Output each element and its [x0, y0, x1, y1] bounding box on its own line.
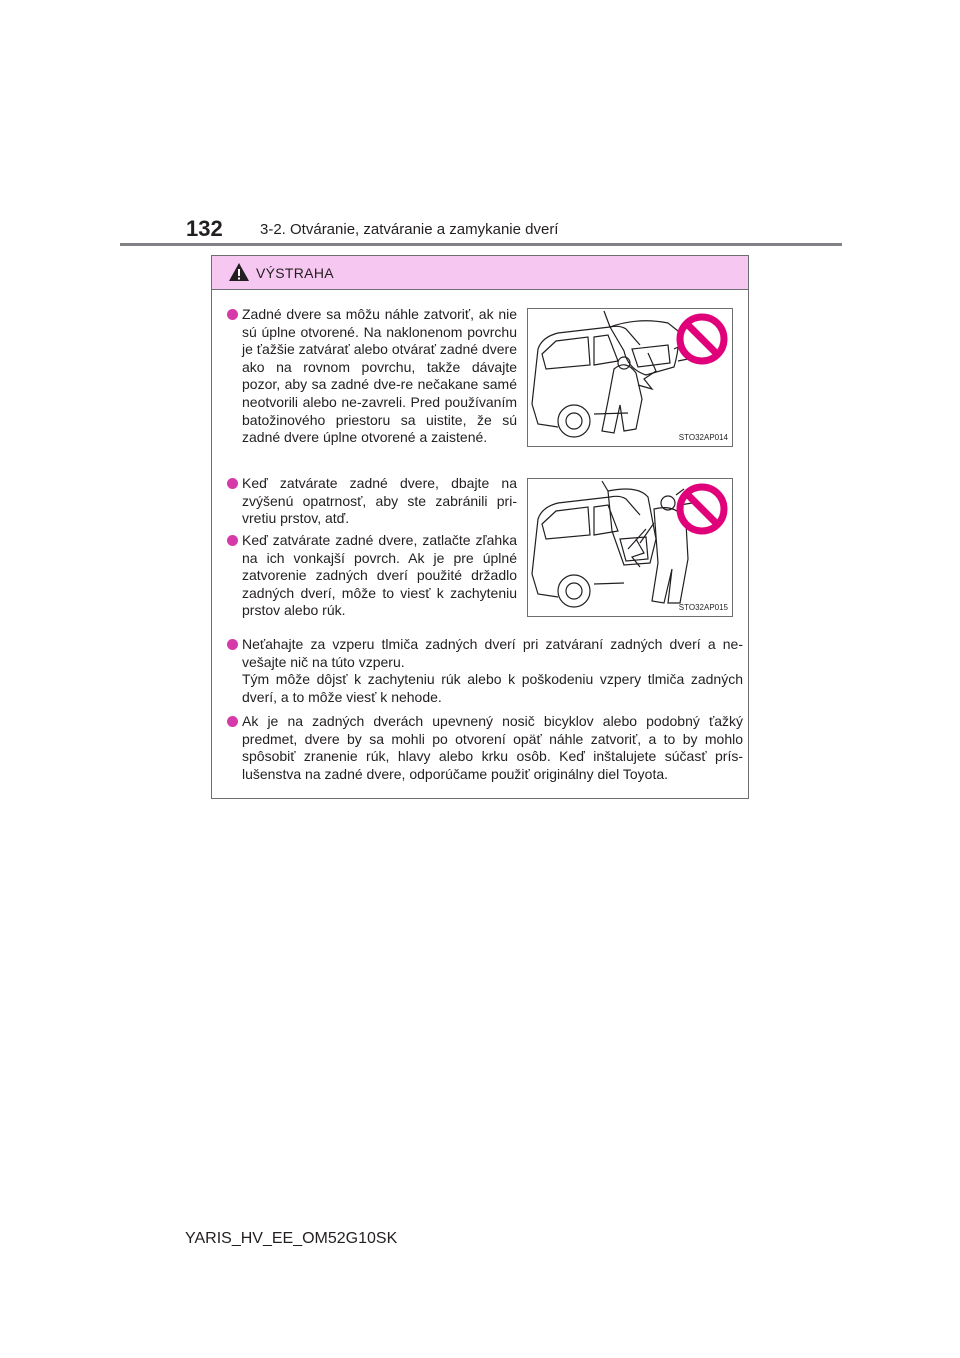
bullet-text: Neťahajte za vzperu tlmiča zadných dverí pri zatváraní zadných dverí a ne-vešajte nič na túto vzperu. — [242, 636, 743, 670]
bullet-icon — [227, 478, 238, 489]
bullet-text: Keď zatvárate zadné dvere, dbajte na zvýšenú opatrnosť, aby ste zabránili pri-vretiu prstov, atď. — [242, 475, 517, 527]
page-number: 132 — [186, 216, 223, 241]
warning-bullet — [242, 532, 517, 620]
warning-bullet — [242, 306, 517, 447]
bullet-text: Zadné dvere sa môžu náhle zatvoriť, ak nie sú úplne otvorené. Na naklonenom povrchu je ťažšie zatvárať alebo otvárať zadné dvere ako na rovnom povrchu, takže dávajte pozor, aby sa zadné dve-re nečakane samé neotvorili alebo ne-zavreli. Pred používaním batožinového priestoru sa uistite, že sú zadné dvere úplne otvorené a zaistené. — [242, 306, 517, 446]
header-rule — [120, 243, 842, 246]
bullet-subtext: Tým môže dôjsť k zachyteniu rúk alebo k poškodeniu vzpery tlmiča zadných dverí, a to môže viesť k nehode. — [242, 671, 743, 705]
warning-bullet — [242, 636, 743, 706]
warning-triangle-icon — [228, 262, 250, 282]
bullet-text: Ak je na zadných dverách upevnený nosič bicyklov alebo podobný ťažký predmet, dvere by sa mohli po otvorení opäť náhle zatvoriť, a to by mohlo spôsobiť zranenie rúk, hlavy alebo krku osôb. Keď inštalujete súčasť prís-lušenstva na zadné dvere, odporúčame použiť originálny diel Toyota. — [242, 713, 743, 782]
prohibition-icon — [676, 313, 728, 365]
illustration-tailgate-lean — [527, 308, 733, 447]
section-title: 3-2. Otváranie, zatváranie a zamykanie dverí — [260, 221, 559, 238]
bullet-icon — [227, 535, 238, 546]
prohibition-icon — [676, 483, 728, 535]
warning-bullet — [242, 475, 517, 528]
illustration-code: STO32AP014 — [678, 433, 728, 442]
warning-box — [211, 255, 749, 799]
bullet-icon — [227, 309, 238, 320]
bullet-icon — [227, 639, 238, 650]
illustration-closing-door — [527, 478, 733, 617]
warning-title: VÝSTRAHA — [256, 265, 334, 281]
footer-model-code: YARIS_HV_EE_OM52G10SK — [185, 1230, 398, 1247]
warning-header — [212, 256, 748, 290]
bullet-icon — [227, 716, 238, 727]
warning-bullet — [242, 713, 743, 783]
illustration-code: STO32AP015 — [678, 603, 728, 612]
bullet-text: Keď zatvárate zadné dvere, zatlačte zľahka na ich vonkajší povrch. Ak je pre úplné zatvorenie zadných dverí použité držadlo zadných dverí, môže to viesť k zachyteniu prstov alebo rúk. — [242, 532, 517, 619]
